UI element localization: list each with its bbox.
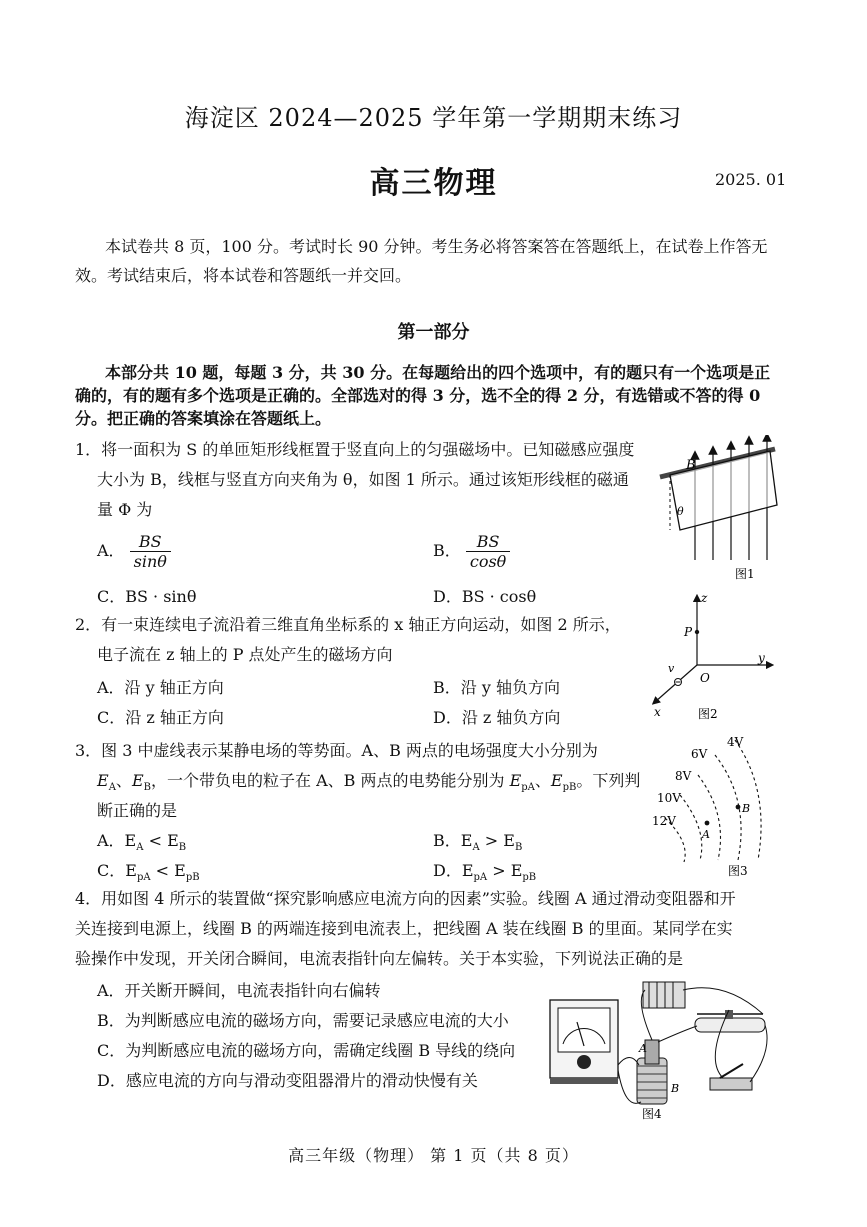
fig1-caption: 图1 [735,567,755,581]
page-footer: 高三年级（物理） 第 1 页（共 8 页） [288,1146,579,1165]
instructions-line-2: 效。考试结束后，将本试卷和答题纸一并交回。 [75,266,412,285]
fig4-battery [643,982,685,1008]
exam-title: 海淀区 2024—2025 学年第一学期期末练习 [184,104,683,132]
q2-option-a[interactable]: A．沿 y 轴正方向 [97,678,224,697]
figure-2 [640,590,780,725]
svg-text:y: y [758,651,765,665]
q1-option-b-fraction: $\frac{BS}{\cos\theta}$ [466,532,510,571]
q2-option-d[interactable]: D．沿 z 轴负方向 [433,708,561,727]
q3-option-b[interactable]: B．$E_A > E_B$ [433,831,523,854]
fig4-switch [710,1064,752,1090]
fig3-caption: 图3 [728,864,748,878]
q1-option-c[interactable]: C．BS · sinθ [97,587,197,606]
svg-text:A: A [702,828,710,841]
q4-option-d[interactable]: D．感应电流的方向与滑动变阻器滑片的滑动快慢有关 [97,1071,478,1090]
svg-text:O: O [700,671,710,685]
figure-1 [650,435,780,585]
q3-option-d[interactable]: D．$E_{pA} > E_{pB}$ [433,861,537,884]
q1-line-1: 1．将一面积为 S 的单匝矩形线框置于竖直向上的匀强磁场中。已知磁感应强度 [75,440,635,459]
q3-line-3: 断正确的是 [97,801,178,820]
svg-text:6V: 6V [691,747,708,761]
figure-4 [525,970,775,1120]
section-intro-line-2: 确的，有的题有多个选项是正确的。全部选对的得 3 分，选不全的得 2 分，有选错或不答的得 0 [75,386,761,405]
subject-title: 高三物理 [369,166,498,201]
svg-text:8V: 8V [675,769,692,783]
q4-option-b[interactable]: B．为判断感应电流的磁场方向，需要记录感应电流的大小 [97,1011,509,1030]
section-intro-line-1: 本部分共 10 题，每题 3 分，共 30 分。在每题给出的四个选项中，有的题只有一个选项是正 [105,363,771,382]
svg-text:A: A [639,1042,647,1055]
instructions-line-1: 本试卷共 8 页，100 分。考试时长 90 分钟。考生务必将答案答在答题纸上，在试卷上作答无 [105,237,768,256]
q2-line-2: 电子流在 z 轴上的 P 点处产生的磁场方向 [97,645,393,664]
q3-option-a[interactable]: A．$E_A < E_B$ [97,831,187,854]
fig1-label-b: B [686,458,696,473]
q2-option-c[interactable]: C．沿 z 轴正方向 [97,708,224,727]
fig2-caption: 图2 [698,707,718,721]
q1-option-a-fraction: $\frac{BS}{\sin\theta}$ [130,532,171,571]
svg-text:B: B [671,1082,680,1095]
q3-line-2: $E_A$、$E_B$，一个带负电的粒子在 A、B 两点的电势能分别为 $E_{pA}$、$E_{pB}$。下列判 [97,771,641,794]
svg-text:v: v [668,662,675,675]
q1-option-a[interactable]: A． $\frac{BS}{\sin\theta}$ [97,532,171,571]
q1-option-d[interactable]: D．BS · cosθ [433,587,537,606]
q4-line-3: 验操作中发现，开关闭合瞬间，电流表指针向左偏转。关于本实验，下列说法正确的是 [75,949,684,968]
q1-line-2: 大小为 B，线框与竖直方向夹角为 θ，如图 1 所示。通过该矩形线框的磁通 [97,470,629,489]
q1-line-3: 量 Φ 为 [97,500,153,519]
fig4-rheostat [695,1010,765,1032]
fig3-point-a [705,821,710,826]
svg-text:z: z [701,591,708,605]
fig2-point-p [695,630,699,634]
svg-text:10V: 10V [657,791,681,805]
svg-text:x: x [654,705,661,719]
q2-line-1: 2．有一束连续电子流沿着三维直角坐标系的 x 轴正方向运动，如图 2 所示， [75,615,621,634]
q4-line-1: 4．用如图 4 所示的装置做“探究影响感应电流方向的因素”实验。线圈 A 通过滑动变阻器和开 [75,889,736,908]
q4-option-a[interactable]: A．开关断开瞬间，电流表指针向右偏转 [97,981,381,1000]
exam-date: 2025. 01 [715,170,787,189]
svg-text:4V: 4V [727,735,744,749]
svg-text:B: B [742,802,751,815]
q2-option-b[interactable]: B．沿 y 轴负方向 [433,678,560,697]
fig3-point-b [736,805,741,810]
q1-option-b[interactable]: B． $\frac{BS}{\cos\theta}$ [433,532,510,571]
figure-3 [640,730,775,880]
q3-option-c[interactable]: C．$E_{pA} < E_{pB}$ [97,861,200,884]
svg-text:P: P [684,625,693,639]
fig4-galvanometer [550,1000,618,1084]
q4-option-c[interactable]: C．为判断感应电流的磁场方向，需确定线圈 B 导线的绕向 [97,1041,516,1060]
section-intro-line-3: 分。把正确的答案填涂在答题纸上。 [75,409,332,428]
section-title: 第一部分 [397,322,470,343]
q4-line-2: 关连接到电源上，线圈 B 的两端连接到电流表上，把线圈 A 装在线圈 B 的里面。某同学在实 [75,919,733,938]
fig1-label-theta: θ [677,505,684,518]
q3-line-1: 3．图 3 中虚线表示某静电场的等势面。A、B 两点的电场强度大小分别为 [75,741,598,760]
svg-text:12V: 12V [652,814,676,828]
fig4-caption: 图4 [642,1107,662,1120]
